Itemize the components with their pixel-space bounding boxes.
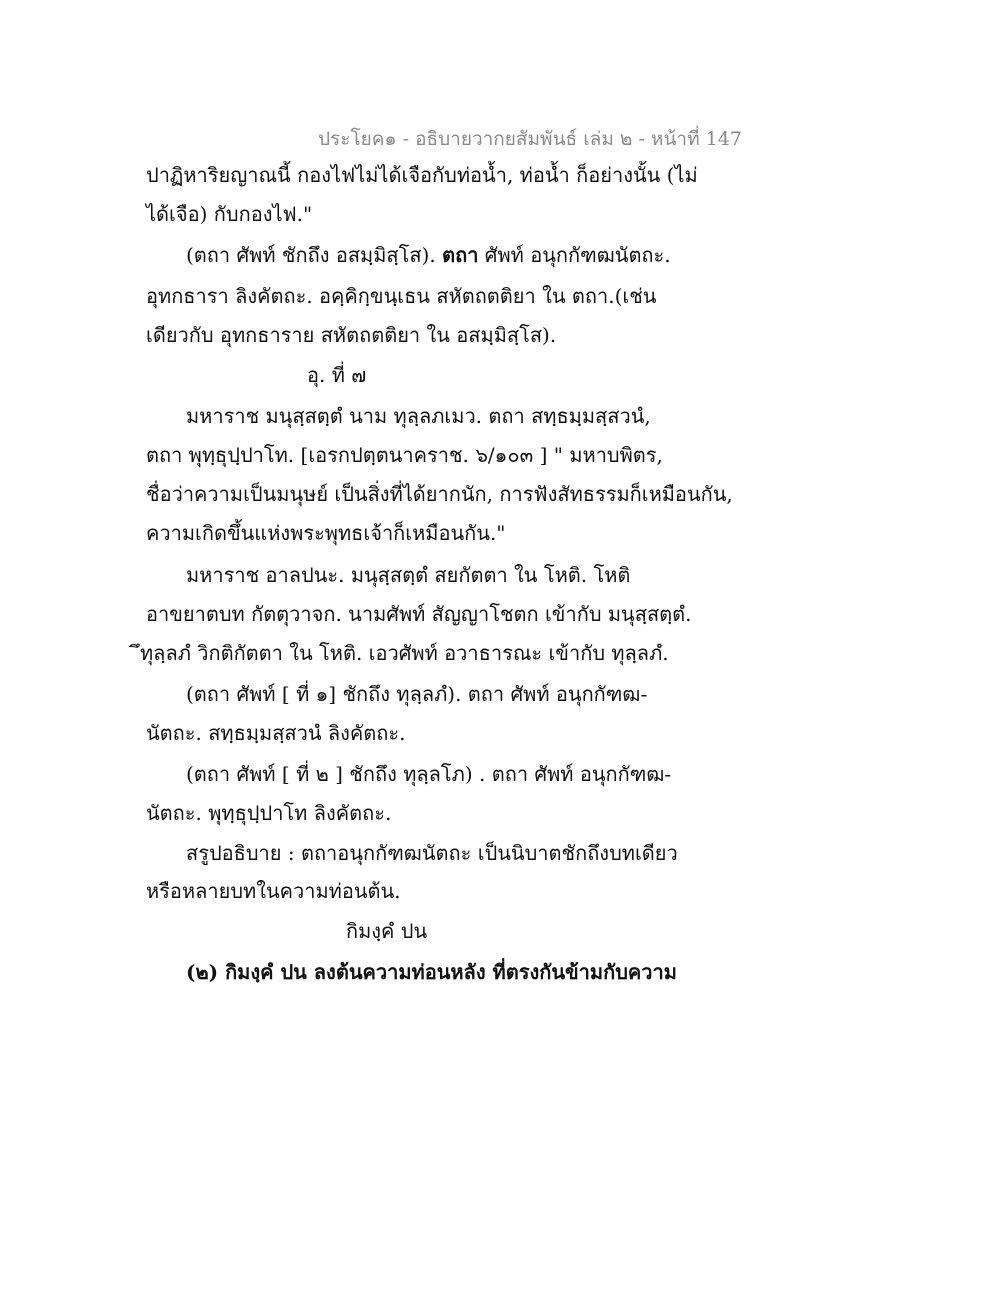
text-line: อาขยาตบท กัตตุวาจก. นามศัพท์ สัญญาโชตก เข้ากับ มนุสฺสตฺตํ. <box>146 602 692 626</box>
text-line: หรือหลายบทในความท่อนต้น. <box>146 879 401 903</box>
numbered-heading: (๒) กิมงฺคํ ปน ลงต้นความท่อนหลัง ที่ตรงกันข้ามกับความ <box>186 960 677 984</box>
running-header: ประโยค๑ - อธิบายวากยสัมพันธ์ เล่ม ๒ - หน้าที่ 147 <box>318 128 742 150</box>
text-line: ชื่อว่าความเป็นมนุษย์ เป็นสิ่งที่ได้ยากนัก, การฟังสัทธรรมก็เหมือนกัน, <box>146 482 733 506</box>
text-line <box>186 242 671 268</box>
text-span: (ตถา ศัพท์ ชักถึง อสมฺมิสฺโส). <box>186 243 436 267</box>
example-heading: อุ. ที่ ๗ <box>307 363 367 387</box>
text-line: นัตถะ. พุทฺธุปฺปาโท ลิงคัตถะ. <box>146 801 392 825</box>
text-line: อุทกธารา ลิงคัตถะ. อคฺคิกฺขนฺเธน สหัตถตติยา ใน ตถา.(เช่น <box>146 284 657 308</box>
text-line: ตถา พุทฺธุปฺปาโท. [เอรกปตฺตนาคราช. ๖/๑๐๓ ] " มหาบพิตร, <box>146 443 663 467</box>
text-line: ได้เจือ) กับกองไฟ." <box>146 202 313 226</box>
text-line: สรูปอธิบาย : ตถาอนุกกัฑฒนัตถะ เป็นนิบาตชักถึงบทเดียว <box>186 841 678 865</box>
text-span: ศัพท์ อนุกกัฑฒนัตถะ. <box>478 243 671 267</box>
text-line: (ตถา ศัพท์ [ ที่ ๑] ชักถึง ทุลฺลภํ). ตถา ศัพท์ อนุกกัฑฒ- <box>186 682 648 706</box>
text-line: ึทุลฺลภํ วิกติกัตตา ใน โหติ. เอวศัพท์ อวาธารณะ เข้ากับ ทุลฺลภํ. <box>140 641 669 665</box>
text-line: เดียวกับ อุทกธาราย สหัตถตติยา ใน อสมฺมิสฺโส). <box>146 323 557 347</box>
text-line: มหาราช มนุสฺสตฺตํ นาม ทุลฺลภเมว. ตถา สทฺธมฺมสฺสวนํ, <box>186 404 651 428</box>
bold-term: ตถา <box>442 243 479 267</box>
text-line: (ตถา ศัพท์ [ ที่ ๒ ] ชักถึง ทุลฺลโภ) . ตถา ศัพท์ อนุกกัฑฒ- <box>186 762 672 786</box>
text-line: มหาราช อาลปนะ. มนุสฺสตฺตํ สยกัตตา ใน โหติ. โหติ <box>186 563 631 587</box>
text-line: นัตถะ. สทฺธมฺมสฺสวนํ ลิงคัตถะ. <box>146 721 406 745</box>
text-line: ความเกิดขึ้นแห่งพระพุทธเจ้าก็เหมือนกัน." <box>146 521 506 545</box>
text-line: ปาฏิหาริยญาณนี้ กองไฟไม่ได้เจือกับท่อน้ำ, ท่อน้ำ ก็อย่างนั้น (ไม่ <box>146 163 698 187</box>
section-heading: กิมงฺคํ ปน <box>346 919 428 943</box>
